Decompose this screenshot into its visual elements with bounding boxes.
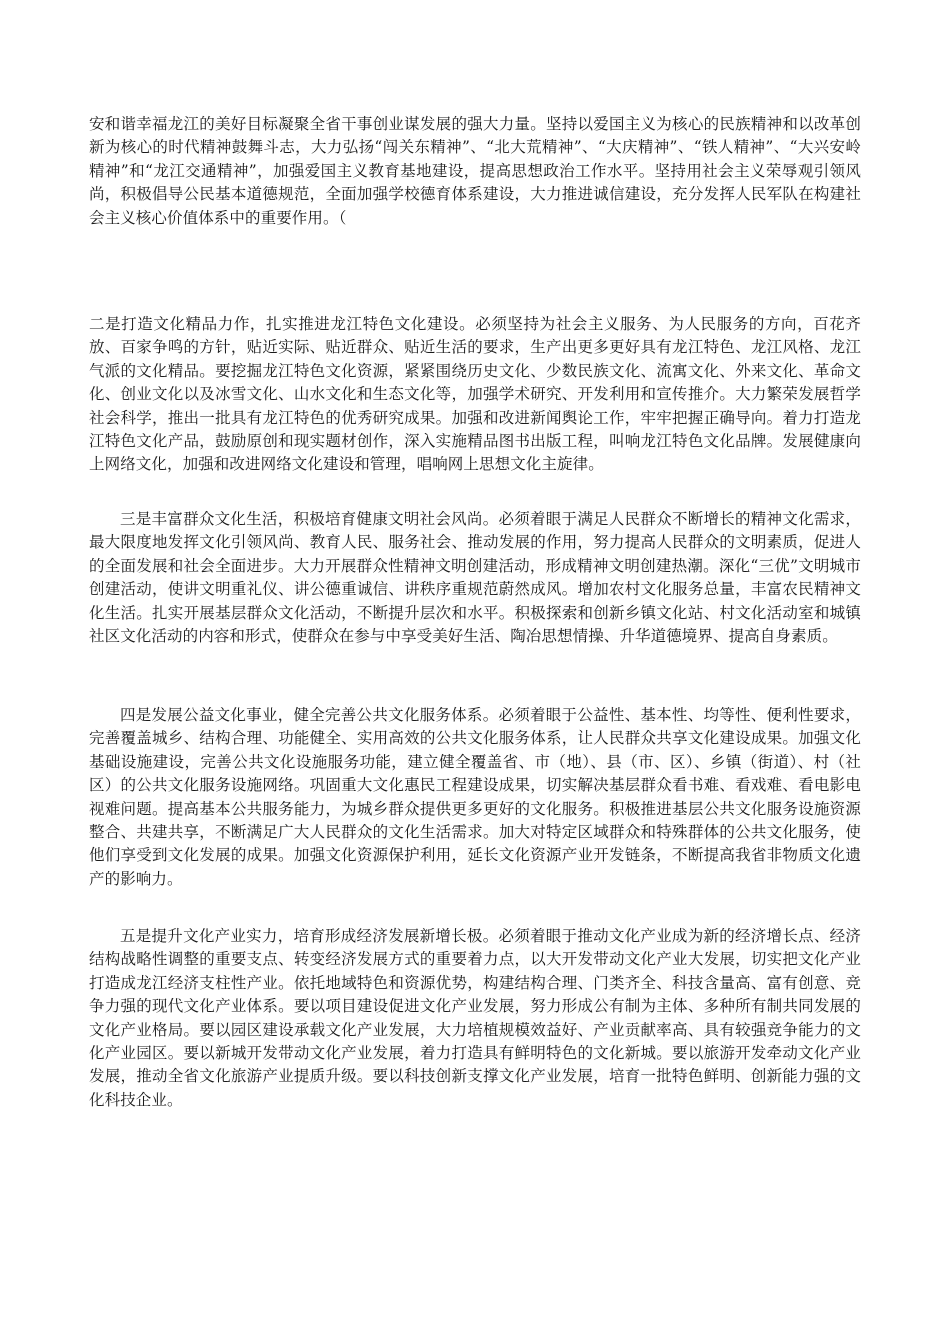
paragraph-cultural-industry: 五是提升文化产业实力，培育形成经济发展新增长极。必须着眼于推动文化产业成为新的经济增长点、经济结构战略性调整的重要支点、转变经济发展方式的重要着力点，以大开发带动文化产业大发展，切实把文化产业打造成龙江经济支柱性产业。依托地域特色和资源优势，构建结构合理、门类齐全、科技含量高、富有创意、竞争力强的现代文化产业体系。要以项目建设促进文化产业发展，努力形成公有制为主体、多种所有制共同发展的文化产业格局。要以园区建设承载文化产业发展，大力培植规模效益好、产业贡献率高、具有较强竞争能力的文化产业园区。要以新城开发带动文化产业发展，着力打造具有鲜明特色的文化新城。要以旅游开发牵动文化产业发展，推动全省文化旅游产业提质升级。要以科技创新支撑文化产业发展，培育一批特色鲜明、创新能力强的文化科技企业。 bbox=[89, 927, 861, 1109]
paragraph-continued: 安和谐幸福龙江的美好目标凝聚全省干事创业谋发展的强大力量。坚持以爱国主义为核心的民族精神和以改革创新为核心的时代精神鼓舞斗志，大力弘扬“闯关东精神”、“北大荒精神”、“大庆精神”、“铁人精神”、“大兴安岭精神”和“龙江交通精神”，加强爱国主义教育基地建设，提高思想政治工作水平。坚持用社会主义荣辱观引领风尚，积极倡导公民基本道德规范，全面加强学校德育体系建设，大力推进诚信建设，充分发挥人民军队在构建社会主义核心价值体系中的重要作用。（ bbox=[89, 115, 861, 227]
paragraph-cultural-works: 二是打造文化精品力作，扎实推进龙江特色文化建设。必须坚持为社会主义服务、为人民服务的方向，百花齐放、百家争鸣的方针，贴近实际、贴近群众、贴近生活的要求，生产出更多更好具有龙江特色、龙江风格、龙江气派的文化精品。要挖掘龙江特色文化资源，紧紧围绕历史文化、少数民族文化、流寓文化、外来文化、革命文化、创业文化以及冰雪文化、山水文化和生态文化等，加强学术研究、开发利用和宣传推介。大力繁荣发展哲学社会科学，推出一批具有龙江特色的优秀研究成果。加强和改进新闻舆论工作，牢牢把握正确导向。着力打造龙江特色文化产品，鼓励原创和现实题材创作，深入实施精品图书出版工程，叫响龙江特色文化品牌。发展健康向上网络文化，加强和改进网络文化建设和管理，唱响网上思想文化主旋律。 bbox=[89, 315, 861, 474]
paragraph-public-culture: 四是发展公益文化事业，健全完善公共文化服务体系。必须着眼于公益性、基本性、均等性、便利性要求，完善覆盖城乡、结构合理、功能健全、实用高效的公共文化服务体系，让人民群众共享文化建设成果。加强文化基础设施建设，完善公共文化设施服务功能，建立健全覆盖省、市（地）、县（市、区）、乡镇（街道）、村（社区）的公共文化服务设施网络。巩固重大文化惠民工程建设成果，切实解决基层群众看书难、看戏难、看电影电视难问题。提高基本公共服务能力，为城乡群众提供更多更好的文化服务。积极推进基层公共文化服务设施资源整合、共建共享，不断满足广大人民群众的文化生活需求。加大对特定区域群众和特殊群体的公共文化服务，使他们享受到文化发展的成果。加强文化资源保护利用，延长文化资源产业开发链条，不断提高我省非物质文化遗产的影响力。 bbox=[89, 706, 861, 888]
paragraph-mass-culture: 三是丰富群众文化生活，积极培育健康文明社会风尚。必须着眼于满足人民群众不断增长的精神文化需求，最大限度地发挥文化引领风尚、教育人民、服务社会、推动发展的作用，努力提高人民群众的文明素质，促进人的全面发展和社会全面进步。大力开展群众性精神文明创建活动，形成精神文明创建热潮。深化“三优”文明城市创建活动，使讲文明重礼仪、讲公德重诚信、讲秩序重规范蔚然成风。增加农村文化服务总量，丰富农民精神文化生活。扎实开展基层群众文化活动，不断提升层次和水平。积极探索和创新乡镇文化站、村文化活动室和城镇社区文化活动的内容和形式，使群众在参与中享受美好生活、陶冶思想情操、升华道德境界、提高自身素质。 bbox=[89, 510, 861, 646]
